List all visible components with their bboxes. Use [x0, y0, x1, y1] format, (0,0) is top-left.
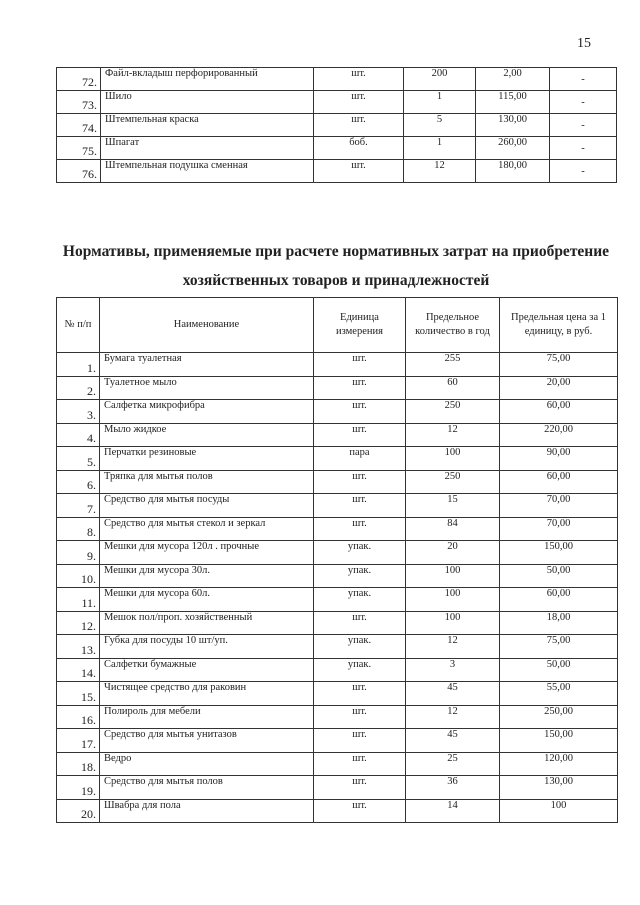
cell-name: Шило [101, 91, 314, 114]
cell-num: 72. [57, 68, 101, 91]
cell-num: 16. [57, 705, 100, 729]
page-number: 15 [577, 36, 591, 51]
cell-unit: упак. [314, 658, 406, 682]
table-header-row [57, 298, 618, 353]
cell-price: 90,00 [500, 447, 618, 471]
table-row [57, 160, 617, 183]
cell-num: 5. [57, 447, 100, 471]
table-row [57, 137, 617, 160]
cell-unit: упак. [314, 541, 406, 565]
cell-name: Штемпельная подушка сменная [101, 160, 314, 183]
cell-num: 6. [57, 470, 100, 494]
cell-unit: шт. [314, 114, 404, 137]
cell-price: 18,00 [500, 611, 618, 635]
cell-name: Средство для мытья унитазов [100, 729, 314, 753]
cell-price: 150,00 [500, 729, 618, 753]
cell-price: 60,00 [500, 400, 618, 424]
cell-extra: - [550, 160, 617, 183]
table-row [57, 68, 617, 91]
table-row [57, 494, 618, 518]
cell-price: 2,00 [476, 68, 550, 91]
table-row [57, 423, 618, 447]
table-row [57, 588, 618, 612]
cell-num: 10. [57, 564, 100, 588]
cell-price: 150,00 [500, 541, 618, 565]
table-row [57, 470, 618, 494]
cell-price: 130,00 [476, 114, 550, 137]
cell-qty: 45 [406, 729, 500, 753]
cell-qty: 250 [406, 400, 500, 424]
cell-price: 70,00 [500, 517, 618, 541]
table-row [57, 611, 618, 635]
table-row [57, 635, 618, 659]
cell-unit: шт. [314, 611, 406, 635]
cell-name: Средство для мытья стекол и зеркал [100, 517, 314, 541]
cell-price: 75,00 [500, 353, 618, 377]
cell-unit: шт. [314, 752, 406, 776]
cell-unit: боб. [314, 137, 404, 160]
table-row [57, 91, 617, 114]
cell-qty: 100 [406, 447, 500, 471]
table-row [57, 353, 618, 377]
cell-unit: шт. [314, 470, 406, 494]
cell-price: 120,00 [500, 752, 618, 776]
cell-name: Средство для мытья полов [100, 776, 314, 800]
cell-unit: шт. [314, 160, 404, 183]
table-row [57, 658, 618, 682]
cell-unit: упак. [314, 564, 406, 588]
cell-unit: шт. [314, 682, 406, 706]
header-unit: Единица измерения [314, 298, 406, 353]
cell-num: 74. [57, 114, 101, 137]
cell-price: 100 [500, 799, 618, 823]
cell-num: 12. [57, 611, 100, 635]
cell-num: 17. [57, 729, 100, 753]
cell-name: Губка для посуды 10 шт/уп. [100, 635, 314, 659]
continuation-table [56, 67, 617, 183]
cell-name: Файл-вкладыш перфорированный [101, 68, 314, 91]
cell-unit: упак. [314, 635, 406, 659]
cell-unit: шт. [314, 353, 406, 377]
cell-qty: 20 [406, 541, 500, 565]
table-row [57, 752, 618, 776]
cell-extra: - [550, 114, 617, 137]
section-title-line1: Нормативы, применяемые при расчете нормативных затрат на приобретение [62, 243, 610, 260]
cell-price: 250,00 [500, 705, 618, 729]
header-name: Наименование [100, 298, 314, 353]
cell-price: 55,00 [500, 682, 618, 706]
cell-num: 4. [57, 423, 100, 447]
cell-unit: шт. [314, 400, 406, 424]
table-row [57, 376, 618, 400]
cell-name: Салфетки бумажные [100, 658, 314, 682]
cell-price: 180,00 [476, 160, 550, 183]
header-price: Предельная цена за 1 единицу, в руб. [500, 298, 618, 353]
cell-qty: 60 [406, 376, 500, 400]
cell-qty: 100 [406, 588, 500, 612]
cell-price: 20,00 [500, 376, 618, 400]
cell-price: 60,00 [500, 588, 618, 612]
table-row [57, 517, 618, 541]
cell-name: Мешки для мусора 30л. [100, 564, 314, 588]
table-row [57, 682, 618, 706]
cell-name: Мешки для мусора 120л . прочные [100, 541, 314, 565]
table-row [57, 799, 618, 823]
cell-qty: 15 [406, 494, 500, 518]
table-row [57, 114, 617, 137]
cell-price: 220,00 [500, 423, 618, 447]
cell-price: 75,00 [500, 635, 618, 659]
cell-qty: 100 [406, 564, 500, 588]
table-row [57, 400, 618, 424]
cell-name: Швабра для пола [100, 799, 314, 823]
cell-num: 76. [57, 160, 101, 183]
cell-qty: 12 [406, 705, 500, 729]
cell-unit: шт. [314, 376, 406, 400]
cell-qty: 1 [404, 137, 476, 160]
cell-num: 19. [57, 776, 100, 800]
cell-unit: шт. [314, 423, 406, 447]
cell-qty: 200 [404, 68, 476, 91]
cell-num: 20. [57, 799, 100, 823]
cell-unit: шт. [314, 729, 406, 753]
cell-qty: 12 [404, 160, 476, 183]
cell-num: 2. [57, 376, 100, 400]
cell-price: 260,00 [476, 137, 550, 160]
table-row [57, 447, 618, 471]
cell-qty: 45 [406, 682, 500, 706]
cell-num: 14. [57, 658, 100, 682]
cell-name: Штемпельная краска [101, 114, 314, 137]
cell-qty: 14 [406, 799, 500, 823]
cell-name: Туалетное мыло [100, 376, 314, 400]
cell-num: 1. [57, 353, 100, 377]
cell-name: Полироль для мебели [100, 705, 314, 729]
cell-unit: шт. [314, 494, 406, 518]
cell-price: 60,00 [500, 470, 618, 494]
cell-num: 11. [57, 588, 100, 612]
cell-qty: 5 [404, 114, 476, 137]
cell-qty: 100 [406, 611, 500, 635]
cell-name: Салфетка микрофибра [100, 400, 314, 424]
cell-name: Шпагат [101, 137, 314, 160]
cell-unit: шт. [314, 517, 406, 541]
header-num: № п/п [57, 298, 100, 353]
cell-num: 18. [57, 752, 100, 776]
table-row [57, 541, 618, 565]
header-qty: Предельное количество в год [406, 298, 500, 353]
cell-qty: 36 [406, 776, 500, 800]
cell-qty: 12 [406, 423, 500, 447]
cell-qty: 250 [406, 470, 500, 494]
section-title-line2: хозяйственных товаров и принадлежностей [182, 272, 490, 289]
table-row [57, 776, 618, 800]
cell-price: 130,00 [500, 776, 618, 800]
cell-qty: 25 [406, 752, 500, 776]
cell-name: Бумага туалетная [100, 353, 314, 377]
cell-name: Мешки для мусора 60л. [100, 588, 314, 612]
norms-table [56, 297, 618, 823]
cell-price: 50,00 [500, 658, 618, 682]
cell-price: 50,00 [500, 564, 618, 588]
table-row [57, 729, 618, 753]
cell-extra: - [550, 91, 617, 114]
cell-num: 7. [57, 494, 100, 518]
cell-num: 9. [57, 541, 100, 565]
cell-unit: шт. [314, 705, 406, 729]
cell-unit: шт. [314, 68, 404, 91]
cell-unit: упак. [314, 588, 406, 612]
cell-price: 70,00 [500, 494, 618, 518]
cell-num: 8. [57, 517, 100, 541]
table-row [57, 705, 618, 729]
cell-num: 13. [57, 635, 100, 659]
cell-name: Ведро [100, 752, 314, 776]
cell-num: 3. [57, 400, 100, 424]
cell-unit: пара [314, 447, 406, 471]
cell-price: 115,00 [476, 91, 550, 114]
cell-num: 75. [57, 137, 101, 160]
cell-extra: - [550, 137, 617, 160]
cell-num: 15. [57, 682, 100, 706]
cell-num: 73. [57, 91, 101, 114]
table-row [57, 564, 618, 588]
cell-unit: шт. [314, 776, 406, 800]
cell-name: Мыло жидкое [100, 423, 314, 447]
cell-name: Тряпка для мытья полов [100, 470, 314, 494]
cell-qty: 255 [406, 353, 500, 377]
cell-qty: 3 [406, 658, 500, 682]
cell-qty: 1 [404, 91, 476, 114]
cell-unit: шт. [314, 91, 404, 114]
cell-name: Средство для мытья посуды [100, 494, 314, 518]
cell-name: Мешок пол/проп. хозяйственный [100, 611, 314, 635]
cell-extra: - [550, 68, 617, 91]
cell-name: Чистящее средство для раковин [100, 682, 314, 706]
cell-qty: 84 [406, 517, 500, 541]
cell-unit: шт. [314, 799, 406, 823]
cell-name: Перчатки резиновые [100, 447, 314, 471]
cell-qty: 12 [406, 635, 500, 659]
